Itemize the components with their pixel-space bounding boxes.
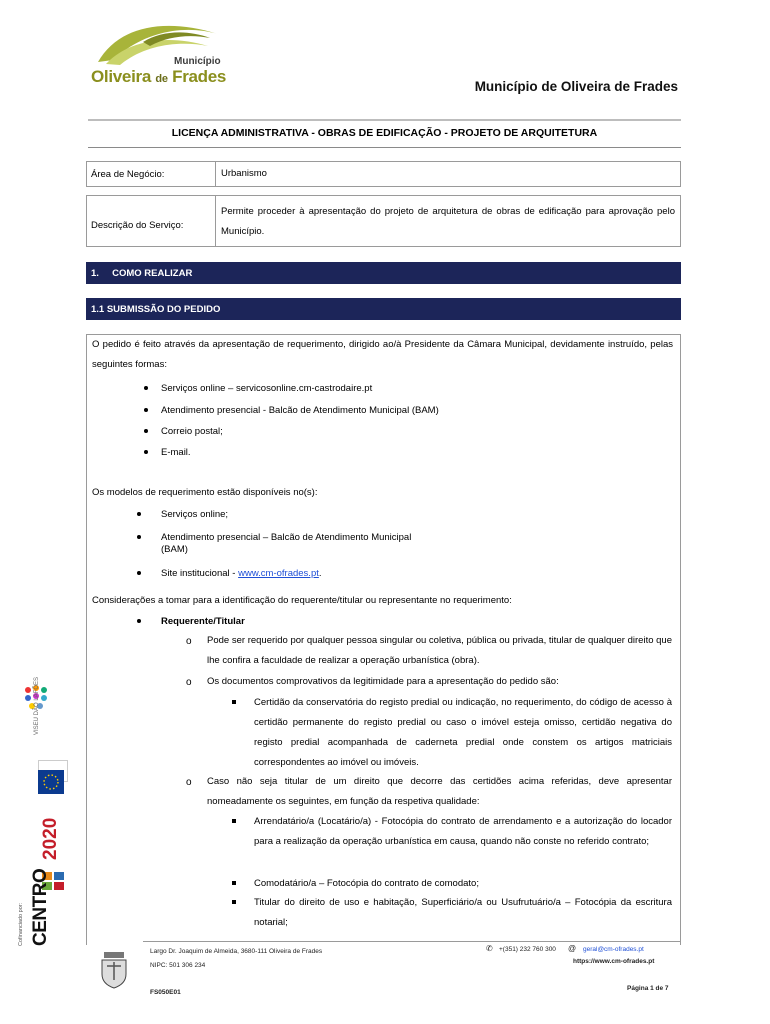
municipality-logo [88, 12, 233, 92]
models-intro: Os modelos de requerimento estão disponíveis no(s): [92, 487, 318, 498]
bullet-icon [144, 408, 148, 412]
area-value: Urbanismo [221, 168, 267, 179]
portugal2020-logo: 2020 [40, 817, 61, 860]
document-title: LICENÇA ADMINISTRATIVA - OBRAS DE EDIFICAÇÃO - PROJETO DE ARQUITETURA [171, 127, 598, 139]
header-divider [88, 119, 681, 121]
legitimidade-item: Certidão da conservatória do registo predial ou indicação, no requerimento, do código de acesso à certidão permanente do registo predial ou caso o imóvel esteja omisso, certidão negativa do registo predial acompanhada de caderneta predial onde constem os artigos matriciais correspondentes ao imóvel ou imóveis. [254, 697, 672, 768]
area-label: Área de Negócio: [91, 169, 165, 180]
logo-name-text: Oliveira de Frades [91, 67, 227, 86]
section-bar-submissao [86, 298, 681, 320]
qualidade-item: Arrendatário/a (Locatário/a) - Fotocópia do contrato de arrendamento e a autorização do locador para a realização da operação urbanística em causa, quando não conste no referido contrato; [254, 816, 672, 847]
square-bullet-icon [232, 700, 236, 704]
requerente-heading: Requerente/Titular [161, 616, 245, 627]
requerente-item-2: Os documentos comprovativos da legitimidade para a apresentação do pedido são: [207, 676, 559, 687]
square-bullet-icon [232, 900, 236, 904]
list-item-continued: (BAM) [161, 544, 188, 555]
page-number: Página 1 de 7 [627, 985, 669, 992]
qualidade-item: Titular do direito de uso e habitação, Superficiário/a ou Usufrutuário/a – Fotocópia da escritura notarial; [254, 897, 672, 928]
description-row [86, 195, 681, 247]
list-item [161, 564, 322, 584]
area-row [86, 161, 681, 187]
list-item: Atendimento presencial – Balcão de Atendimento Municipal [161, 532, 412, 543]
intro-paragraph: O pedido é feito através da apresentação de requerimento, dirigido ao/à Presidente da Câmara Municipal, devidamente instruído, pelas seguintes formas: [92, 339, 673, 370]
description-label: Descrição do Serviço: [91, 220, 184, 231]
footer-code: FS050E01 [150, 989, 181, 996]
circle-bullet-icon: o [186, 636, 192, 647]
list-item: Serviços online – servicosonline.cm-castrodaire.pt [161, 383, 373, 394]
section-bar-como-realizar [86, 262, 681, 284]
title-divider [88, 147, 681, 148]
site-label: Site institucional - [161, 568, 236, 579]
bullet-icon [137, 512, 141, 516]
viseu-text: VISEU DÃO LAFÕES [34, 676, 40, 735]
bullet-icon [137, 619, 141, 623]
bullet-icon [137, 535, 141, 539]
bullet-icon [137, 571, 141, 575]
centro-logo: CENTRO [30, 868, 51, 946]
logo-municipio-text: Município [174, 56, 221, 67]
cell-divider [215, 162, 216, 186]
circle-bullet-icon: o [186, 777, 192, 788]
list-item: E-mail. [161, 447, 191, 458]
subsection-title: 1.1 SUBMISSÃO DO PEDIDO [91, 304, 221, 315]
cofinanciado-text: Cofinanciado por: [18, 902, 24, 946]
phone-icon: ✆ [486, 944, 493, 953]
section-title: 1. COMO REALIZAR [91, 268, 193, 279]
footer-nipc: NIPC: 501 306 234 [150, 962, 206, 969]
list-item: Atendimento presencial - Balcão de Atendimento Municipal (BAM) [161, 405, 439, 416]
bullet-icon [144, 386, 148, 390]
square-bullet-icon [232, 819, 236, 823]
coat-of-arms-icon [94, 950, 134, 992]
circle-bullet-icon: o [186, 677, 192, 688]
site-link[interactable]: www.cm-ofrades.pt [238, 568, 319, 579]
list-item: Correio postal; [161, 426, 223, 437]
bullet-icon [144, 450, 148, 454]
qualidade-item: Comodatário/a – Fotocópia do contrato de comodato; [254, 878, 479, 889]
requerente-item-3: Caso não seja titular de um direito que decorre das certidões acima referidas, deve apresentar nomeadamente os seguintes, em função da respetiva qualidade: [207, 776, 672, 807]
cell-divider [215, 196, 216, 246]
municipality-name: Município de Oliveira de Frades [474, 79, 678, 94]
footer-phone: +(351) 232 760 300 [499, 946, 556, 953]
requerente-item-1: Pode ser requerido por qualquer pessoa singular ou coletiva, pública ou privada, titular de qualquer direito que lhe confira a faculdade de realizar a operação urbanística (obra). [207, 635, 672, 666]
bullet-icon [144, 429, 148, 433]
footer-divider [143, 941, 681, 942]
list-item: Serviços online; [161, 509, 229, 520]
email-icon: @ [568, 944, 577, 953]
description-value: Permite proceder à apresentação do projeto de arquitetura de obras de edificação para aprovação pelo Município. [221, 206, 675, 237]
considerations-text: Considerações a tomar para a identificação do requerente/titular ou representante no requerimento: [92, 595, 512, 606]
footer-email[interactable]: geral@cm-ofrades.pt [583, 946, 644, 953]
footer-address: Largo Dr. Joaquim de Almeida, 3680-111 Oliveira de Frades [150, 948, 323, 955]
eu-flag-icon [38, 770, 64, 794]
footer-website: https://www.cm-ofrades.pt [573, 958, 655, 965]
site-period: . [318, 568, 322, 579]
square-bullet-icon [232, 881, 236, 885]
